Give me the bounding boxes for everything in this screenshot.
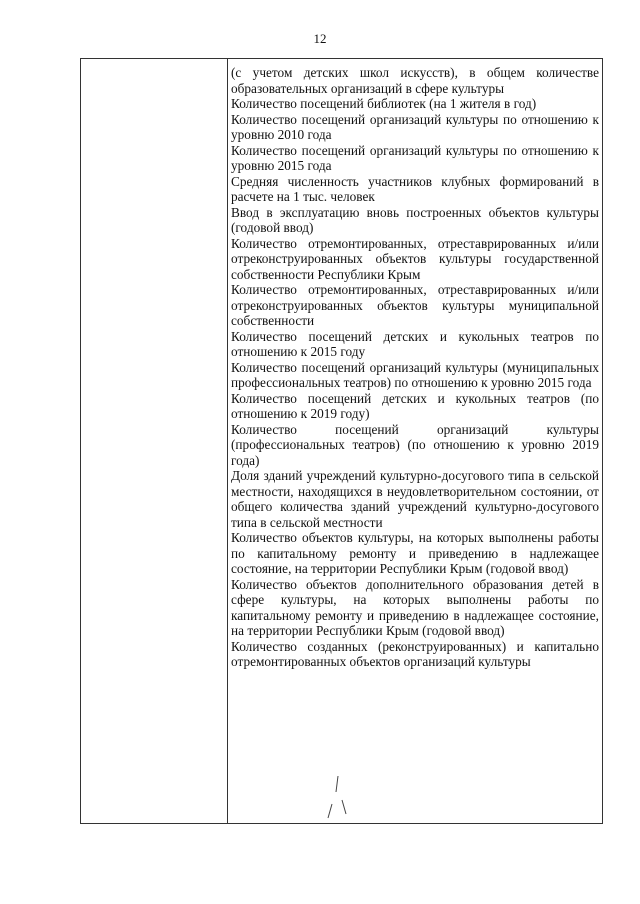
indicator-item: Количество созданных (реконструированных) и капитально отремонтированных объектов организаций культуры — [231, 638, 599, 669]
indicator-item: Средняя численность участников клубных формирований в расчете на 1 тыс. человек — [231, 173, 599, 204]
column-divider — [227, 59, 228, 823]
indicator-item: Количество посещений детских и кукольных театров (по отношению к 2019 году) — [231, 390, 599, 421]
indicator-item: Количество отремонтированных, отреставрированных и/или отреконструированных объектов культуры государственной собственности Республики Крым — [231, 235, 599, 282]
indicator-item: Количество посещений организаций культуры (муниципальных профессиональных театров) по отношению к уровню 2015 года — [231, 359, 599, 390]
indicator-item: Количество объектов культуры, на которых выполнены работы по капитальному ремонту и приведению в надлежащее состояние, на территории Республики Крым (годовой ввод) — [231, 530, 599, 576]
indicator-item: Количество посещений организаций культуры по отношению к уровню 2015 года — [231, 142, 599, 173]
indicator-item: Количество посещений детских и кукольных театров по отношению к 2015 году — [231, 328, 599, 359]
pen-mark-icon — [318, 770, 358, 820]
indicator-item: (с учетом детских школ искусств), в общем количестве образовательных организаций в сфере культуры — [231, 65, 599, 96]
indicator-item: Количество объектов дополнительного образования детей в сфере культуры, на которых выполнены работы по капитальному ремонту и приведению в надлежащее состояние, на территории Республики Крым (годовой ввод) — [231, 576, 599, 638]
indicator-item: Количество отремонтированных, отреставрированных и/или отреконструированных объектов культуры муниципальной собственности — [231, 282, 599, 328]
indicator-item: Количество посещений организаций культуры по отношению к уровню 2010 года — [231, 111, 599, 142]
page-number: 12 — [313, 31, 327, 46]
indicator-list — [231, 65, 599, 670]
indicator-item: Количество посещений библиотек (на 1 жителя в год) — [231, 96, 537, 111]
indicator-item: Количество посещений организаций культуры (профессиональных театров) (по отношению к уровню 2019 года) — [231, 421, 599, 468]
indicator-item: Ввод в эксплуатацию вновь построенных объектов культуры (годовой ввод) — [231, 204, 599, 235]
indicator-item: Доля зданий учреждений культурно-досугового типа в сельской местности, находящихся в неудовлетворительном состоянии, от общего количества зданий учреждений культурно-досугового типа в сельской местности — [231, 468, 599, 530]
indicator-table — [80, 58, 603, 824]
